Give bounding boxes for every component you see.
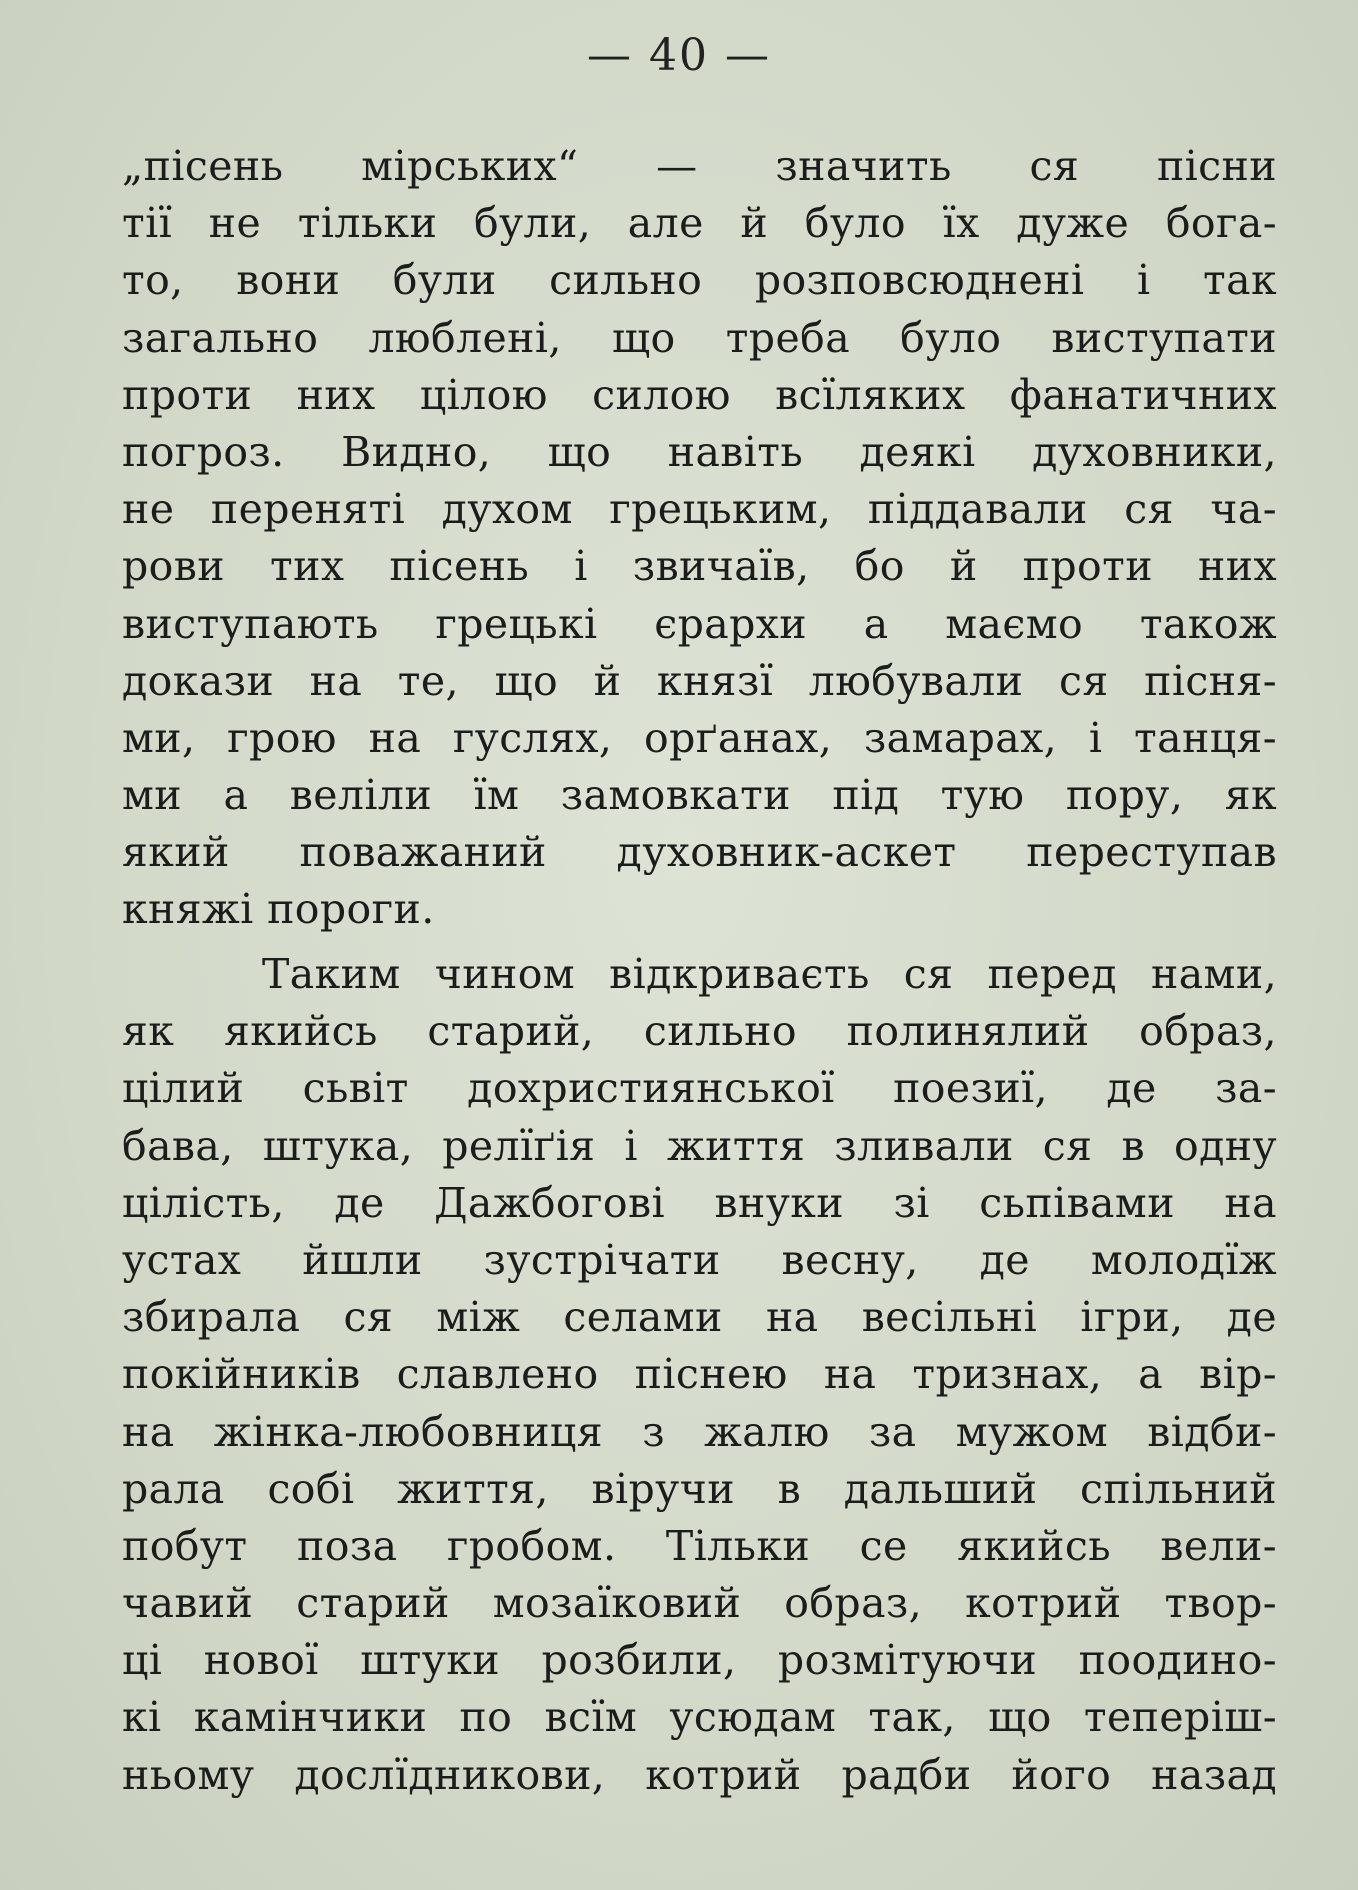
text-line: докази на те, що й князї любували ся пісня- <box>122 656 1277 705</box>
text-line: ми, грою на гуслях, орґанах, замарах, і танця- <box>122 713 1277 762</box>
text-line: кі камінчики по всїм усюдам так, що теперіш- <box>122 1693 1277 1742</box>
text-line: рала собі життя, віручи в дальший спільний <box>122 1464 1277 1513</box>
text-line: тії не тільки були, але й було їх дуже бога- <box>122 199 1277 248</box>
text-line: загально люблені, що треба було виступати <box>122 313 1277 362</box>
text-line: чавий старий мозаїковий образ, котрий твор- <box>122 1579 1277 1628</box>
text-line: Таким чином відкриваєть ся перед нами, <box>262 950 1277 998</box>
text-line: цілий сьвіт дохристиянської поезиї, де за- <box>122 1064 1277 1113</box>
text-line: як якийсь старий, сильно полинялий образ, <box>122 1007 1277 1056</box>
text-line: виступають грецькі єрархи а маємо також <box>122 599 1277 648</box>
paragraph-1 <box>122 138 1277 939</box>
text-line: устах йшли зустрічати весну, де молодїж <box>122 1235 1277 1284</box>
text-line: не переняті духом грецьким, піддавали ся ча- <box>122 485 1277 534</box>
text-line: збирала ся між селами на весільні ігри, де <box>122 1293 1277 1342</box>
text-line: то, вони були сильно розповсюднені і так <box>122 256 1277 305</box>
text-line: ми а веліли їм замовкати під тую пору, як <box>122 771 1277 820</box>
text-line: цілість, де Дажбогові внуки зі сьпівами на <box>122 1178 1277 1227</box>
text-line: покійників славлено піснею на тризнах, а вір- <box>122 1350 1277 1399</box>
text-line: на жінка-любовниця з жалю за мужом відби- <box>122 1407 1277 1456</box>
page-number: — 40 — <box>587 30 771 81</box>
text-line: який поважаний духовник-аскет переступав <box>122 828 1277 877</box>
text-line: „пісень мірських“ — значить ся пісни <box>122 142 1277 190</box>
text-line: ці нової штуки розбили, розмітуючи поодино- <box>122 1636 1277 1685</box>
text-line: бава, штука, релїґія і життя зливали ся в одну <box>122 1121 1277 1170</box>
text-line: проти них цілою силою всїляких фанатичних <box>122 370 1277 419</box>
text-line: княжі пороги. <box>122 885 435 934</box>
text-line: погроз. Видно, що навіть деякі духовники, <box>122 427 1277 476</box>
paragraph-2 <box>122 946 1277 1804</box>
text-line: ньому дослїдникови, котрий радби його назад <box>122 1750 1277 1799</box>
text-line: побут поза гробом. Тільки се якийсь вели- <box>122 1521 1277 1570</box>
text-line: рови тих пісень і звичаїв, бо й проти них <box>122 542 1277 591</box>
